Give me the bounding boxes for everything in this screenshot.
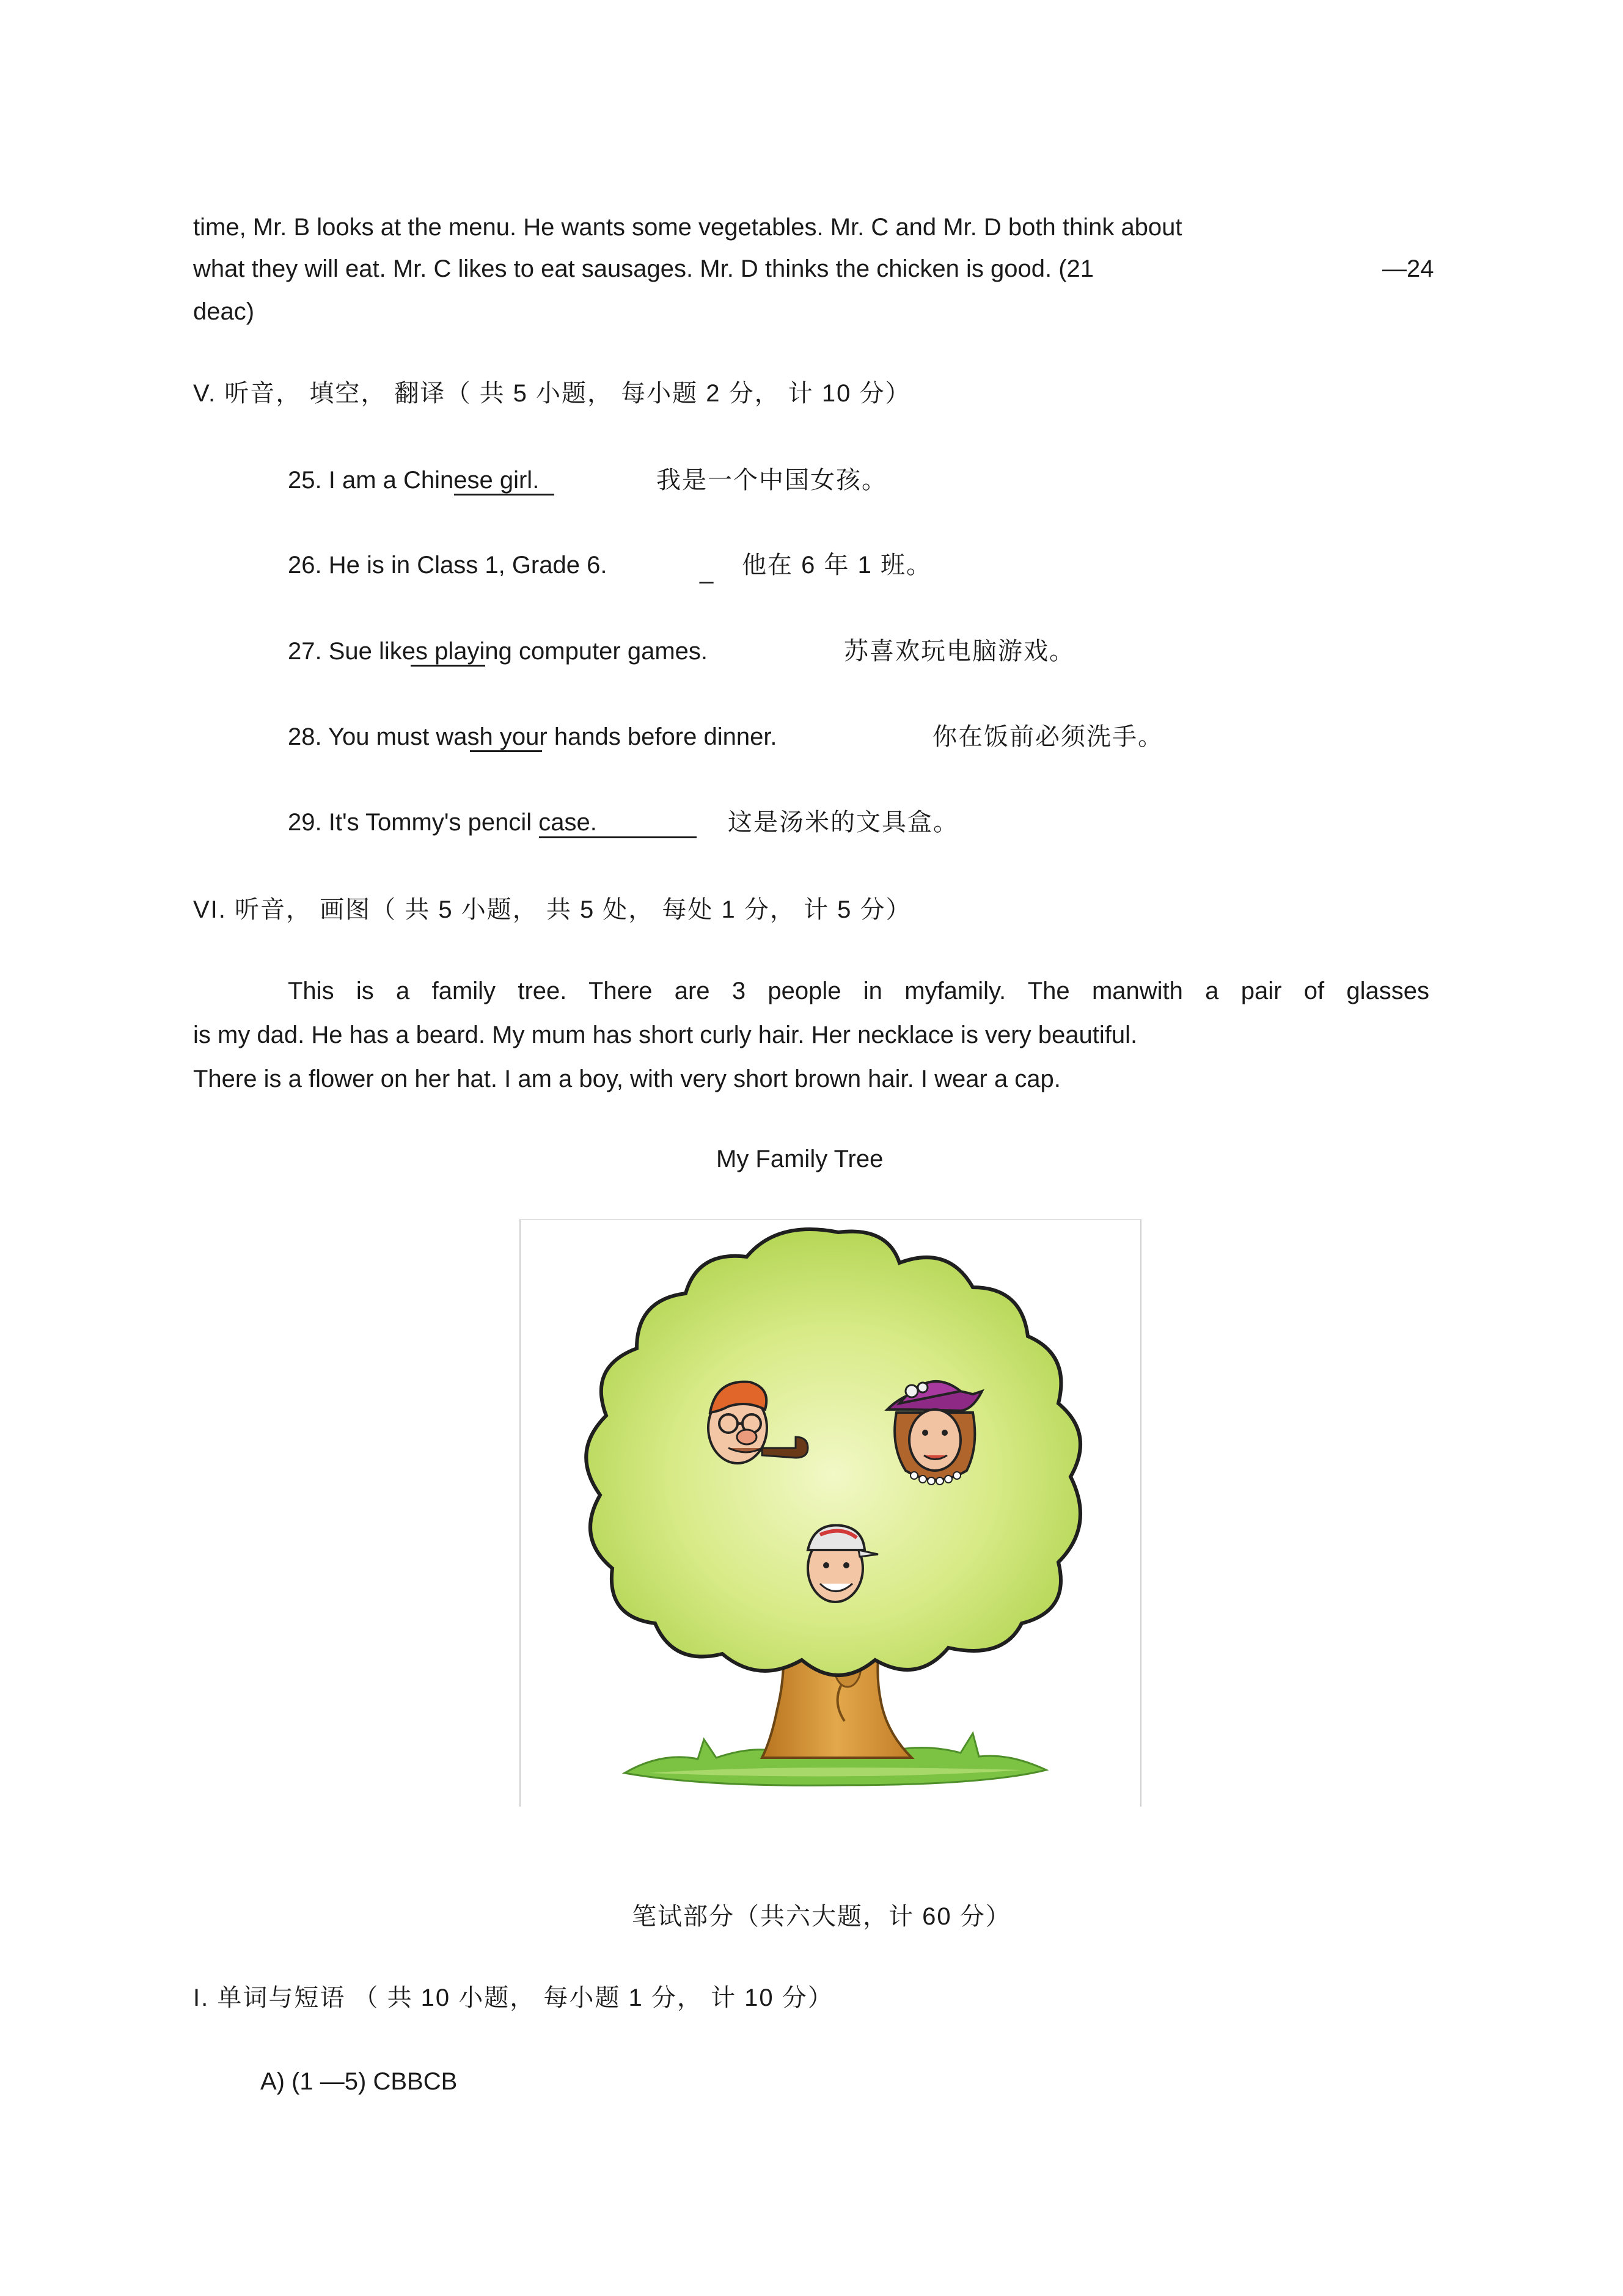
item-29-en: 29. It's Tommy's pencil case. — [288, 809, 597, 836]
item-27-en: 27. Sue likes playing computer games. — [288, 638, 708, 665]
item-25-zh: 我是一个中国女孩。 — [656, 467, 887, 494]
passage-line-1: time, Mr. B looks at the menu. He wants some vegetables. Mr. C and Mr. D both think about — [193, 214, 1182, 241]
passage-line-3: deac) — [193, 298, 255, 325]
section-v-heading: V. 听音， 填空， 翻译（ 共 5 小题， 每小题 2 分， 计 10 分） — [193, 380, 911, 407]
family-tree-image — [519, 1219, 1141, 1807]
item-26-zh: 他在 6 年 1 班。 — [742, 552, 932, 579]
item-29-zh: 这是汤米的文具盒。 — [728, 809, 959, 836]
section-i-answer-a: A) (1 —5) CBBCB — [260, 2068, 458, 2095]
paragraph-line-2: is my dad. He has a beard. My mum has short curly hair. Her necklace is very beautiful. — [193, 1022, 1138, 1048]
section-vi-heading: VI. 听音， 画图（ 共 5 小题， 共 5 处， 每处 1 分， 计 5 分） — [193, 896, 912, 923]
item-28-en: 28. You must wash your hands before dinner. — [288, 723, 777, 750]
paragraph-line-3: There is a flower on her hat. I am a boy, with very short brown hair. I wear a cap. — [193, 1066, 1061, 1092]
paragraph-line-1: This is a family tree. There are 3 people in myfamily. The manwith a pair of glasses — [288, 978, 1429, 1004]
item-25-underline — [454, 494, 554, 495]
item-27-underline — [411, 665, 485, 667]
item-29-underline — [539, 836, 697, 838]
item-25-en: 25. I am a Chinese girl. — [288, 467, 540, 494]
tree-crown-icon — [586, 1229, 1080, 1675]
item-28-underline — [470, 750, 542, 752]
figure-title: My Family Tree — [716, 1146, 884, 1172]
written-part-heading: 笔试部分（共六大题，计 60 分） — [632, 1903, 1011, 1930]
passage-line-2-right: —24 — [1382, 255, 1434, 282]
passage-line-2: what they will eat. Mr. C likes to eat sausages. Mr. D thinks the chicken is good. (21 — [193, 255, 1094, 282]
section-i-heading: I. 单词与短语 （ 共 10 小题， 每小题 1 分， 计 10 分） — [193, 1984, 833, 2011]
item-28-zh: 你在饭前必须洗手。 — [932, 723, 1163, 750]
item-26-blank-mark: _ — [700, 557, 714, 584]
item-27-zh: 苏喜欢玩电脑游戏。 — [844, 638, 1075, 665]
item-26-en: 26. He is in Class 1, Grade 6. — [288, 552, 607, 579]
